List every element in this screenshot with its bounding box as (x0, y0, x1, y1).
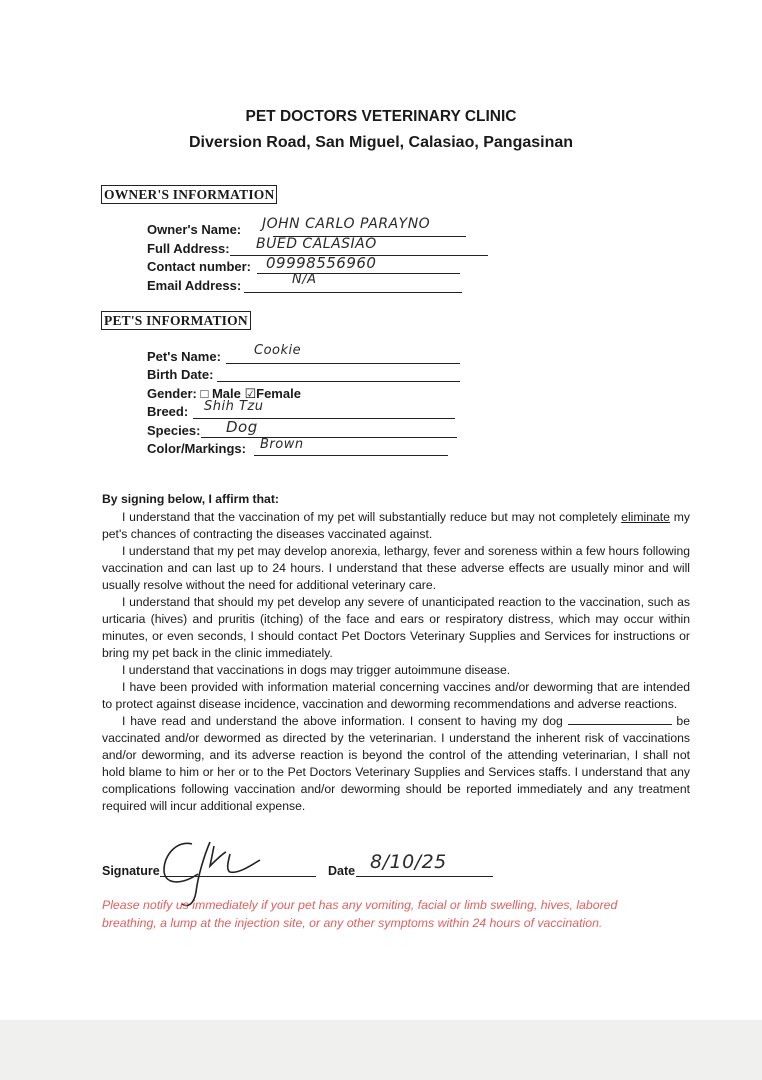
birth-date-label: Birth Date: (147, 367, 214, 382)
female-label: Female (256, 386, 301, 401)
dog-name-blank (568, 713, 672, 725)
address-label: Full Address: (147, 241, 230, 256)
breed-label: Breed: (147, 404, 189, 419)
color-line (254, 455, 448, 456)
consent-paragraph-2: I understand that my pet may develop anorexia, lethargy, fever and soreness within a few hours following vaccination and can last up to 24 hours. I understand that these adverse effects are usually minor and will usually resolve without the need for additional veterinary care. (102, 544, 690, 592)
species-value: Dog (226, 418, 258, 436)
gender-label: Gender: (147, 386, 197, 401)
breed-value: Shih Tzu (204, 399, 264, 414)
scan-margin (0, 1020, 762, 1080)
signature-label: Signature (102, 864, 160, 878)
consent-paragraph-3: I understand that should my pet develop any severe of unanticipated reaction to the vaccination, such as urticaria (hives) and pruritis (itching) of the face and ears or respiratory distress, which may occur within minutes, or even seconds, I should contact Pet Doctors Veterinary Supplies and Services for instructions or bring my pet back in the clinic immediately. (102, 595, 690, 660)
date-line (356, 876, 493, 877)
pet-name-value: Cookie (254, 343, 302, 358)
consent-paragraph-6: I have read and understand the above information. I consent to having my dog be vaccinated and/or dewormed as directed by the veterinarian. I understand the inherent risk of vaccinations and/or deworming, and its adverse reaction is beyond the control of the attending veterinarian, I shall not hold blame to him or her or to the Pet Doctors Veterinary Supplies and Services staffs. I understand that any complications following vaccination and/or deworming should be reported immediately and any treatment required will incur additional expense. (102, 714, 690, 813)
consent-intro: By signing below, I affirm that: (102, 492, 279, 506)
date-value: 8/10/25 (370, 851, 447, 873)
consent-paragraph-4: I understand that vaccinations in dogs may trigger autoimmune disease. (122, 663, 511, 677)
male-checkbox: □ (200, 386, 209, 401)
email-value: N/A (292, 272, 317, 287)
email-label: Email Address: (147, 278, 242, 293)
date-label: Date (328, 864, 356, 878)
eliminate-underlined: eliminate (621, 510, 670, 524)
female-checkbox: ☑ (244, 386, 257, 401)
birth-date-line (217, 381, 460, 382)
consent-text (102, 491, 690, 815)
owner-name-value: JOHN CARLO PARAYNO (262, 216, 431, 232)
color-value: Brown (260, 437, 304, 452)
pet-section-heading: PET'S INFORMATION (101, 311, 251, 330)
pet-name-label: Pet's Name: (147, 349, 221, 364)
contact-value: 09998556960 (266, 254, 377, 272)
species-line (201, 437, 457, 438)
owner-name-label: Owner's Name: (147, 222, 242, 237)
owner-section-heading: OWNER'S INFORMATION (101, 185, 277, 204)
color-label: Color/Markings: (147, 441, 246, 456)
clinic-address: Diversion Road, San Miguel, Calasiao, Pangasinan (188, 134, 574, 151)
consent-paragraph-5: I have been provided with information material concerning vaccines and/or deworming that are intended to protect against disease incidence, vaccination and deworming recommendations and adverse reactions. (102, 680, 690, 711)
contact-line (257, 273, 460, 274)
vaccination-notice: Please notify us immediately if your pet has any vomiting, facial or limb swelling, hives, labored breathing, a lump at the injection site, or any other symptoms within 24 hours of vaccination. (102, 898, 618, 930)
clinic-name: PET DOCTORS VETERINARY CLINIC (245, 108, 517, 125)
contact-label: Contact number: (147, 259, 251, 274)
consent-paragraph-1: I understand that the vaccination of my pet will substantially reduce but may not completely eliminate my pet's chances of contracting the diseases vaccinated against. (102, 510, 690, 541)
male-label: Male (211, 386, 241, 401)
address-value: BUED CALASIAO (256, 236, 377, 252)
species-label: Species: (147, 423, 201, 438)
pet-name-line (226, 363, 460, 364)
email-line (244, 292, 462, 293)
